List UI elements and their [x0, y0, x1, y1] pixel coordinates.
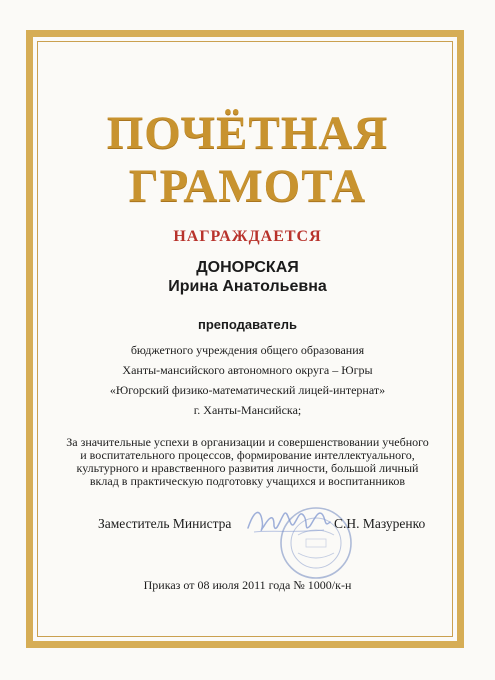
- order-reference: Приказ от 08 июля 2011 года № 1000/к-н: [143, 578, 352, 592]
- merit-line: вклад в практическую подготовку учащихся и воспитанников: [89, 474, 406, 488]
- awarded-label: НАГРАЖДАЕТСЯ: [173, 228, 322, 245]
- merit-line: культурного и нравственного развития личности, большой личный: [76, 461, 419, 475]
- recipient-surname: ДОНОРСКАЯ: [196, 259, 299, 276]
- title-line-2: ГРАМОТА: [128, 160, 367, 212]
- organization-line: Ханты-мансийского автономного округа – Югры: [122, 363, 373, 377]
- handwritten-signature: [244, 500, 334, 540]
- signatory-name: С.Н. Мазуренко: [334, 516, 426, 531]
- merit-line: и воспитательного процессов, формирование интеллектуального,: [80, 448, 415, 462]
- organization-line: «Югорский физико-математический лицей-интернат»: [109, 383, 386, 397]
- recipient-given-names: Ирина Анатольевна: [168, 278, 327, 295]
- organization-line: г. Ханты-Мансийска;: [193, 403, 302, 417]
- organization-line: бюджетного учреждения общего образования: [130, 343, 365, 357]
- title-line-1: ПОЧЁТНАЯ: [106, 107, 389, 159]
- recipient-position: преподаватель: [197, 317, 298, 332]
- merit-line: За значительные успехи в организации и совершенствовании учебного: [66, 435, 429, 449]
- signatory-title: Заместитель Министра: [98, 516, 232, 531]
